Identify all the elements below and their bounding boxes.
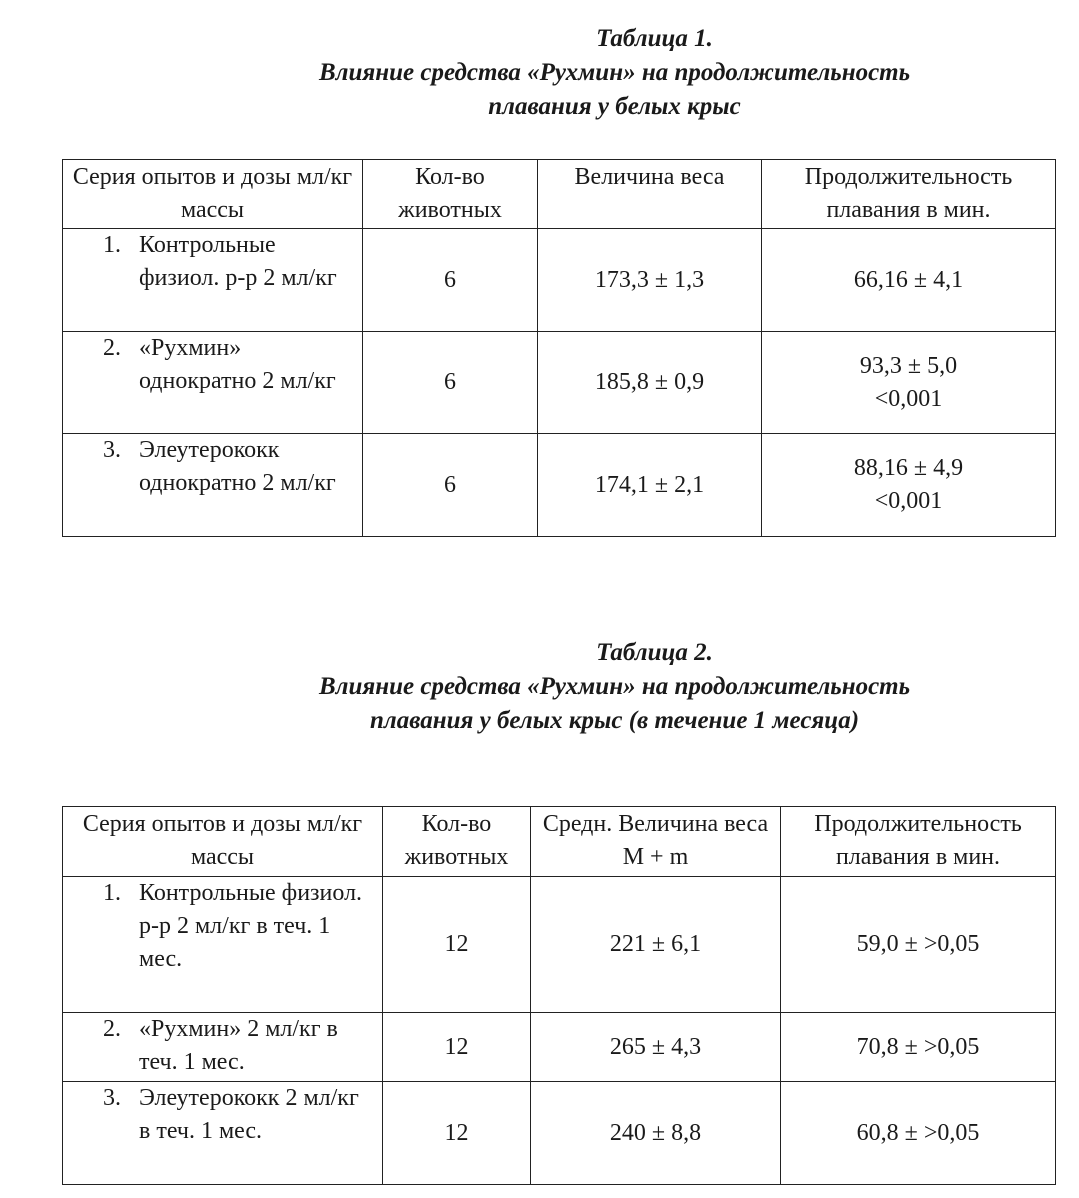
table1-header-count: Кол-во животных bbox=[363, 160, 538, 229]
series-cell bbox=[63, 434, 363, 537]
table1-header-duration: Продолжительность плавания в мин. bbox=[762, 160, 1056, 229]
p-value: <0,001 bbox=[874, 488, 943, 514]
row-number: 3. bbox=[103, 1085, 121, 1111]
row-number: 1. bbox=[103, 880, 121, 906]
series-cell bbox=[63, 877, 383, 1013]
table1-header-weight: Величина веса bbox=[538, 160, 762, 229]
count-cell: 6 bbox=[363, 229, 538, 332]
count-cell: 12 bbox=[383, 1013, 531, 1082]
weight-cell: 265 ± 4,3 bbox=[531, 1013, 781, 1082]
duration-cell: 60,8 ± >0,05 bbox=[781, 1082, 1056, 1185]
series-label: Контрольные физиол. р-р 2 мл/кг bbox=[139, 232, 337, 291]
weight-cell: 173,3 ± 1,3 bbox=[538, 229, 762, 332]
table-row bbox=[63, 229, 1056, 332]
count-cell: 12 bbox=[383, 877, 531, 1013]
duration-cell: 59,0 ± >0,05 bbox=[781, 877, 1056, 1013]
row-number: 2. bbox=[103, 1016, 121, 1042]
duration-value: 66,16 ± 4,1 bbox=[853, 266, 964, 293]
duration-cell bbox=[762, 229, 1056, 332]
series-label: «Рухмин» 2 мл/кг в теч. 1 мес. bbox=[139, 1016, 338, 1075]
duration-cell bbox=[762, 332, 1056, 434]
duration-value: 88,16 ± 4,9 bbox=[853, 455, 964, 481]
table1-title: Таблица 1. bbox=[596, 25, 713, 52]
duration-cell: 70,8 ± >0,05 bbox=[781, 1013, 1056, 1082]
table1-header-series: Серия опытов и дозы мл/кг массы bbox=[63, 160, 363, 229]
row-number: 3. bbox=[103, 437, 121, 463]
table-row bbox=[63, 1013, 1056, 1082]
table2-header-count: Кол-во животных bbox=[383, 807, 531, 877]
table2-header-duration: Продолжительность плавания в мин. bbox=[781, 807, 1056, 877]
table2-caption-line1: Влияние средства «Рухмин» на продолжительность bbox=[318, 673, 911, 700]
row-number: 1. bbox=[103, 232, 121, 258]
weight-cell: 221 ± 6,1 bbox=[531, 877, 781, 1013]
table1-header-row bbox=[63, 160, 1056, 229]
row-number: 2. bbox=[103, 335, 121, 361]
table2-header-row bbox=[63, 807, 1056, 877]
count-cell: 6 bbox=[363, 332, 538, 434]
series-cell bbox=[63, 332, 363, 434]
weight-cell: 174,1 ± 2,1 bbox=[538, 434, 762, 537]
table-row bbox=[63, 434, 1056, 537]
table-row bbox=[63, 877, 1056, 1013]
series-label: Элеутерококк 2 мл/кг в теч. 1 мес. bbox=[139, 1085, 359, 1144]
table1-caption bbox=[0, 22, 1079, 124]
weight-cell: 185,8 ± 0,9 bbox=[538, 332, 762, 434]
table-row bbox=[63, 332, 1056, 434]
weight-cell: 240 ± 8,8 bbox=[531, 1082, 781, 1185]
series-label: Контрольные физиол. р-р 2 мл/кг в теч. 1 мес. bbox=[139, 880, 363, 972]
count-cell: 6 bbox=[363, 434, 538, 537]
table1-caption-line1: Влияние средства «Рухмин» на продолжительность bbox=[318, 59, 911, 86]
table-row bbox=[63, 1082, 1056, 1185]
count-cell: 12 bbox=[383, 1082, 531, 1185]
table1-caption-line2: плавания у белых крыс bbox=[488, 93, 741, 120]
table2-title: Таблица 2. bbox=[596, 639, 713, 666]
table2 bbox=[62, 806, 1056, 1185]
table2-header-series: Серия опытов и дозы мл/кг массы bbox=[63, 807, 383, 877]
table2-caption bbox=[0, 636, 1079, 738]
series-cell bbox=[63, 1013, 383, 1082]
series-label: Элеутерококк однократно 2 мл/кг bbox=[139, 437, 336, 496]
duration-value: 93,3 ± 5,0 bbox=[859, 352, 958, 379]
series-cell bbox=[63, 229, 363, 332]
series-label: «Рухмин» однократно 2 мл/кг bbox=[139, 335, 336, 394]
table2-caption-line2: плавания у белых крыс (в течение 1 месяца) bbox=[369, 707, 860, 734]
series-cell bbox=[63, 1082, 383, 1185]
p-value: <0,001 bbox=[874, 385, 943, 412]
table1 bbox=[62, 159, 1056, 537]
table2-header-weight: Средн. Величина веса M + m bbox=[531, 807, 781, 877]
duration-cell bbox=[762, 434, 1056, 537]
